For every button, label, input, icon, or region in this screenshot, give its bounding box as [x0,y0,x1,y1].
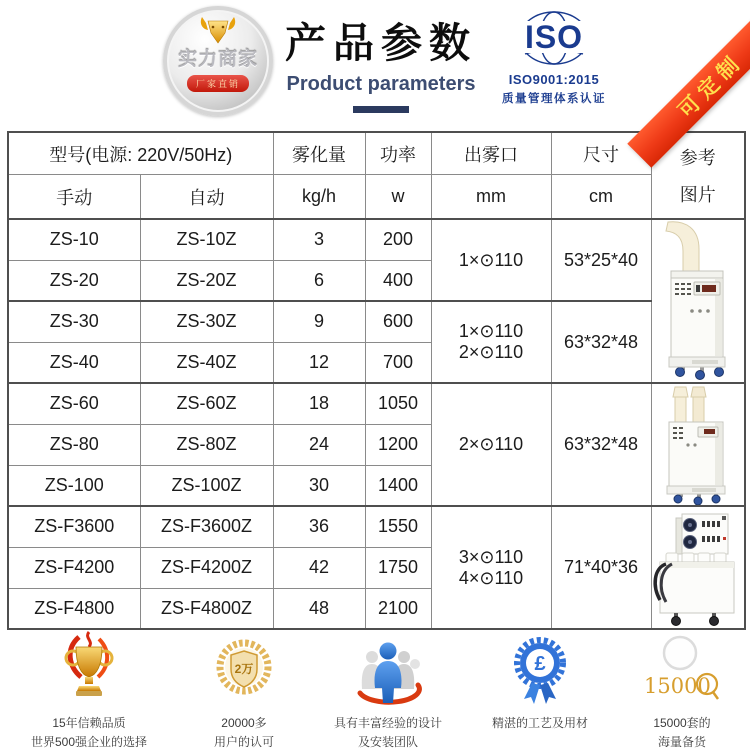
svg-text:£: £ [534,653,546,675]
cell-model-auto: ZS-60Z [140,383,273,424]
product-image-industrial-humidifier [652,508,744,628]
cell-model-auto: ZS-100Z [140,465,273,506]
cell-power: 1550 [365,506,431,547]
cell-model-manual: ZS-F3600 [8,506,140,547]
cell-mist-amount: 30 [273,465,365,506]
cell-mist-amount: 48 [273,588,365,629]
cell-power: 200 [365,219,431,260]
header-mist: 雾化量 [273,132,365,175]
cell-power: 600 [365,301,431,342]
cell-mist-outlet: 2×⊙110 [431,383,551,506]
cell-power: 2100 [365,588,431,629]
customizable-ribbon: 可定制 [627,2,750,167]
footer-item-craft [466,628,614,750]
cell-model-manual: ZS-F4800 [8,588,140,629]
cell-size: 63*32*48 [551,301,651,383]
header-power: 功率 [365,132,431,175]
cell-model-auto: ZS-20Z [140,260,273,301]
product-image-double-pipe-humidifier [652,385,744,505]
footer-label: 15000套的 海量备货 [653,716,711,749]
cell-model-manual: ZS-80 [8,424,140,465]
page-title: 产品参数 [285,20,477,66]
table-row [8,301,745,342]
cell-model-auto: ZS-40Z [140,342,273,383]
cell-power: 1400 [365,465,431,506]
cell-mist-outlet: 1×⊙110 2×⊙110 [431,301,551,383]
svg-text:15000: 15000 [644,674,711,698]
cell-model-auto: ZS-30Z [140,301,273,342]
footer-item-stock [614,628,750,750]
spec-table [7,131,746,630]
cell-mist-amount: 24 [273,424,365,465]
header-auto: 自动 [140,175,273,220]
brand-banner: 厂家直销 [187,75,249,92]
brand-logo-badge [163,6,273,116]
page-title-block [283,10,479,113]
cell-size: 53*25*40 [551,219,651,301]
cell-mist-outlet: 1×⊙110 [431,219,551,301]
table-row [8,383,745,424]
cell-size: 63*32*48 [551,383,651,506]
cell-mist-amount: 18 [273,383,365,424]
cell-mist-amount: 12 [273,342,365,383]
cell-mist-amount: 6 [273,260,365,301]
cell-power: 1050 [365,383,431,424]
cell-model-manual: ZS-30 [8,301,140,342]
cell-mist-amount: 42 [273,547,365,588]
cell-model-auto: ZS-80Z [140,424,273,465]
header-power-unit: w [365,175,431,220]
bull-icon [198,16,238,44]
cell-power: 1750 [365,547,431,588]
cell-mist-outlet: 3×⊙110 4×⊙110 [431,506,551,629]
header-manual: 手动 [8,175,140,220]
footer-highlights [0,628,750,750]
footer-label: 具有丰富经验的设计 及安装团队 [333,716,442,749]
cell-reference-image [651,506,745,629]
footer-label: 20000多 用户的认可 [213,716,274,749]
trophy-icon [49,631,129,711]
cell-model-manual: ZS-100 [8,465,140,506]
header-size: 尺寸 [551,132,651,175]
cell-mist-amount: 36 [273,506,365,547]
title-underline [353,106,409,113]
badge-20k-icon [204,631,284,711]
cell-model-manual: ZS-60 [8,383,140,424]
cell-power: 400 [365,260,431,301]
cell-model-manual: ZS-F4200 [8,547,140,588]
iso-standard-text: ISO9001:2015 [508,72,600,87]
cell-reference-image [651,219,745,383]
svg-text:2万: 2万 [234,662,254,676]
footer-item-team [310,628,466,750]
cell-model-manual: ZS-10 [8,219,140,260]
product-image-single-pipe-humidifier [652,221,744,381]
iso-certification-block [490,10,618,106]
cell-model-auto: ZS-10Z [140,219,273,260]
cell-mist-amount: 3 [273,219,365,260]
cell-model-manual: ZS-20 [8,260,140,301]
header-size-unit: cm [551,175,651,220]
cell-mist-amount: 9 [273,301,365,342]
table-row [8,506,745,547]
cell-model-auto: ZS-F4200Z [140,547,273,588]
stock-icon [640,631,724,711]
brand-name: 实力商家 [177,49,258,70]
footer-label: 精湛的工艺及用材 [491,716,588,730]
iso-cert-text: 质量管理体系认证 [502,93,606,105]
page-subtitle: Product parameters [286,73,476,95]
cell-model-auto: ZS-F4800Z [140,588,273,629]
team-icon [348,631,428,711]
cell-reference-image [651,383,745,506]
iso-globe-icon [498,10,610,66]
medal-icon [500,631,580,711]
footer-label: 15年信赖品质 世界500强企业的选择 [30,716,148,749]
header-outlet-unit: mm [431,175,551,220]
header-reference-image: 参考 图片 [651,132,745,219]
cell-model-auto: ZS-F3600Z [140,506,273,547]
cell-size: 71*40*36 [551,506,651,629]
cell-power: 1200 [365,424,431,465]
header-model-power: 型号(电源: 220V/50Hz) [8,132,273,175]
header-outlet: 出雾口 [431,132,551,175]
footer-item-quality [0,628,178,750]
cell-model-manual: ZS-40 [8,342,140,383]
svg-text:ISO: ISO [524,19,584,55]
header-mist-unit: kg/h [273,175,365,220]
footer-item-users [178,628,310,750]
page-header [0,0,750,131]
table-row [8,219,745,260]
cell-power: 700 [365,342,431,383]
